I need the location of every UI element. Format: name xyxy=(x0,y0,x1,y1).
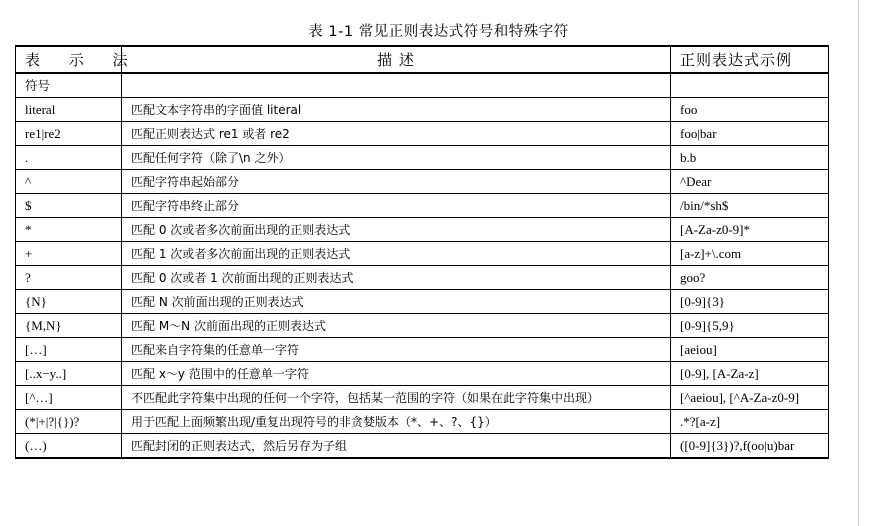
description-cell: 匹配任何字符（除了\n 之外） xyxy=(122,146,671,170)
description-cell: 匹配字符串起始部分 xyxy=(122,170,671,194)
section-empty-cell xyxy=(671,73,829,98)
table-row xyxy=(16,266,829,290)
table-row xyxy=(16,242,829,266)
example-cell: [0-9]{5,9} xyxy=(671,314,829,338)
example-cell: [0-9], [A-Za-z] xyxy=(671,362,829,386)
section-empty-cell xyxy=(122,73,671,98)
table-row xyxy=(16,170,829,194)
table-row xyxy=(16,122,829,146)
page-edge-line xyxy=(858,0,859,526)
notation-cell: […] xyxy=(16,338,122,362)
description-cell: 匹配 0 次或者 1 次前面出现的正则表达式 xyxy=(122,266,671,290)
description-cell: 不匹配此字符集中出现的任何一个字符，包括某一范围的字符（如果在此字符集中出现） xyxy=(122,386,671,410)
notation-cell: {M,N} xyxy=(16,314,122,338)
header-example: 正则表达式示例 xyxy=(671,46,829,73)
notation-cell: + xyxy=(16,242,122,266)
table-row xyxy=(16,410,829,434)
section-row xyxy=(16,73,829,98)
example-cell: b.b xyxy=(671,146,829,170)
table-row xyxy=(16,98,829,122)
notation-cell: $ xyxy=(16,194,122,218)
description-cell: 匹配 M～N 次前面出现的正则表达式 xyxy=(122,314,671,338)
table-row xyxy=(16,194,829,218)
notation-cell: {N} xyxy=(16,290,122,314)
description-cell: 匹配 1 次或者多次前面出现的正则表达式 xyxy=(122,242,671,266)
notation-cell: ? xyxy=(16,266,122,290)
header-row xyxy=(16,46,829,73)
example-cell: [aeiou] xyxy=(671,338,829,362)
description-cell: 匹配文本字符串的字面值 literal xyxy=(122,98,671,122)
notation-cell: [^…] xyxy=(16,386,122,410)
example-cell: .*?[a-z] xyxy=(671,410,829,434)
notation-cell: re1|re2 xyxy=(16,122,122,146)
example-cell: /bin/*sh$ xyxy=(671,194,829,218)
header-notation: 表 示 法 xyxy=(16,46,122,73)
description-cell: 匹配 N 次前面出现的正则表达式 xyxy=(122,290,671,314)
table-row xyxy=(16,218,829,242)
example-cell: foo|bar xyxy=(671,122,829,146)
table-row xyxy=(16,386,829,410)
table-row xyxy=(16,338,829,362)
description-cell: 匹配封闭的正则表达式，然后另存为子组 xyxy=(122,434,671,459)
example-cell: [a-z]+\.com xyxy=(671,242,829,266)
table-row xyxy=(16,290,829,314)
table-row xyxy=(16,362,829,386)
description-cell: 匹配字符串终止部分 xyxy=(122,194,671,218)
table-row xyxy=(16,314,829,338)
description-cell: 用于匹配上面频繁出现/重复出现符号的非贪婪版本（*、+、?、{}） xyxy=(122,410,671,434)
table-caption: 表 1-1 常见正则表达式符号和特殊字符 xyxy=(308,24,569,40)
notation-cell: ^ xyxy=(16,170,122,194)
notation-cell: (*|+|?|{})? xyxy=(16,410,122,434)
header-description: 描 述 xyxy=(122,46,671,73)
example-cell: ^Dear xyxy=(671,170,829,194)
example-cell: ([0-9]{3})?,f(oo|u)bar xyxy=(671,434,829,459)
description-cell: 匹配 0 次或者多次前面出现的正则表达式 xyxy=(122,218,671,242)
description-cell: 匹配 x～y 范围中的任意单一字符 xyxy=(122,362,671,386)
notation-cell: . xyxy=(16,146,122,170)
notation-cell: literal xyxy=(16,98,122,122)
example-cell: [0-9]{3} xyxy=(671,290,829,314)
regex-symbols-table xyxy=(15,45,829,459)
description-cell: 匹配正则表达式 re1 或者 re2 xyxy=(122,122,671,146)
example-cell: [A-Za-z0-9]* xyxy=(671,218,829,242)
example-cell: goo? xyxy=(671,266,829,290)
table-row xyxy=(16,434,829,459)
notation-cell: * xyxy=(16,218,122,242)
example-cell: foo xyxy=(671,98,829,122)
example-cell: [^aeiou], [^A-Za-z0-9] xyxy=(671,386,829,410)
notation-cell: (…) xyxy=(16,434,122,459)
description-cell: 匹配来自字符集的任意单一字符 xyxy=(122,338,671,362)
notation-cell: [..x−y..] xyxy=(16,362,122,386)
section-label: 符号 xyxy=(16,73,122,98)
table-row xyxy=(16,146,829,170)
